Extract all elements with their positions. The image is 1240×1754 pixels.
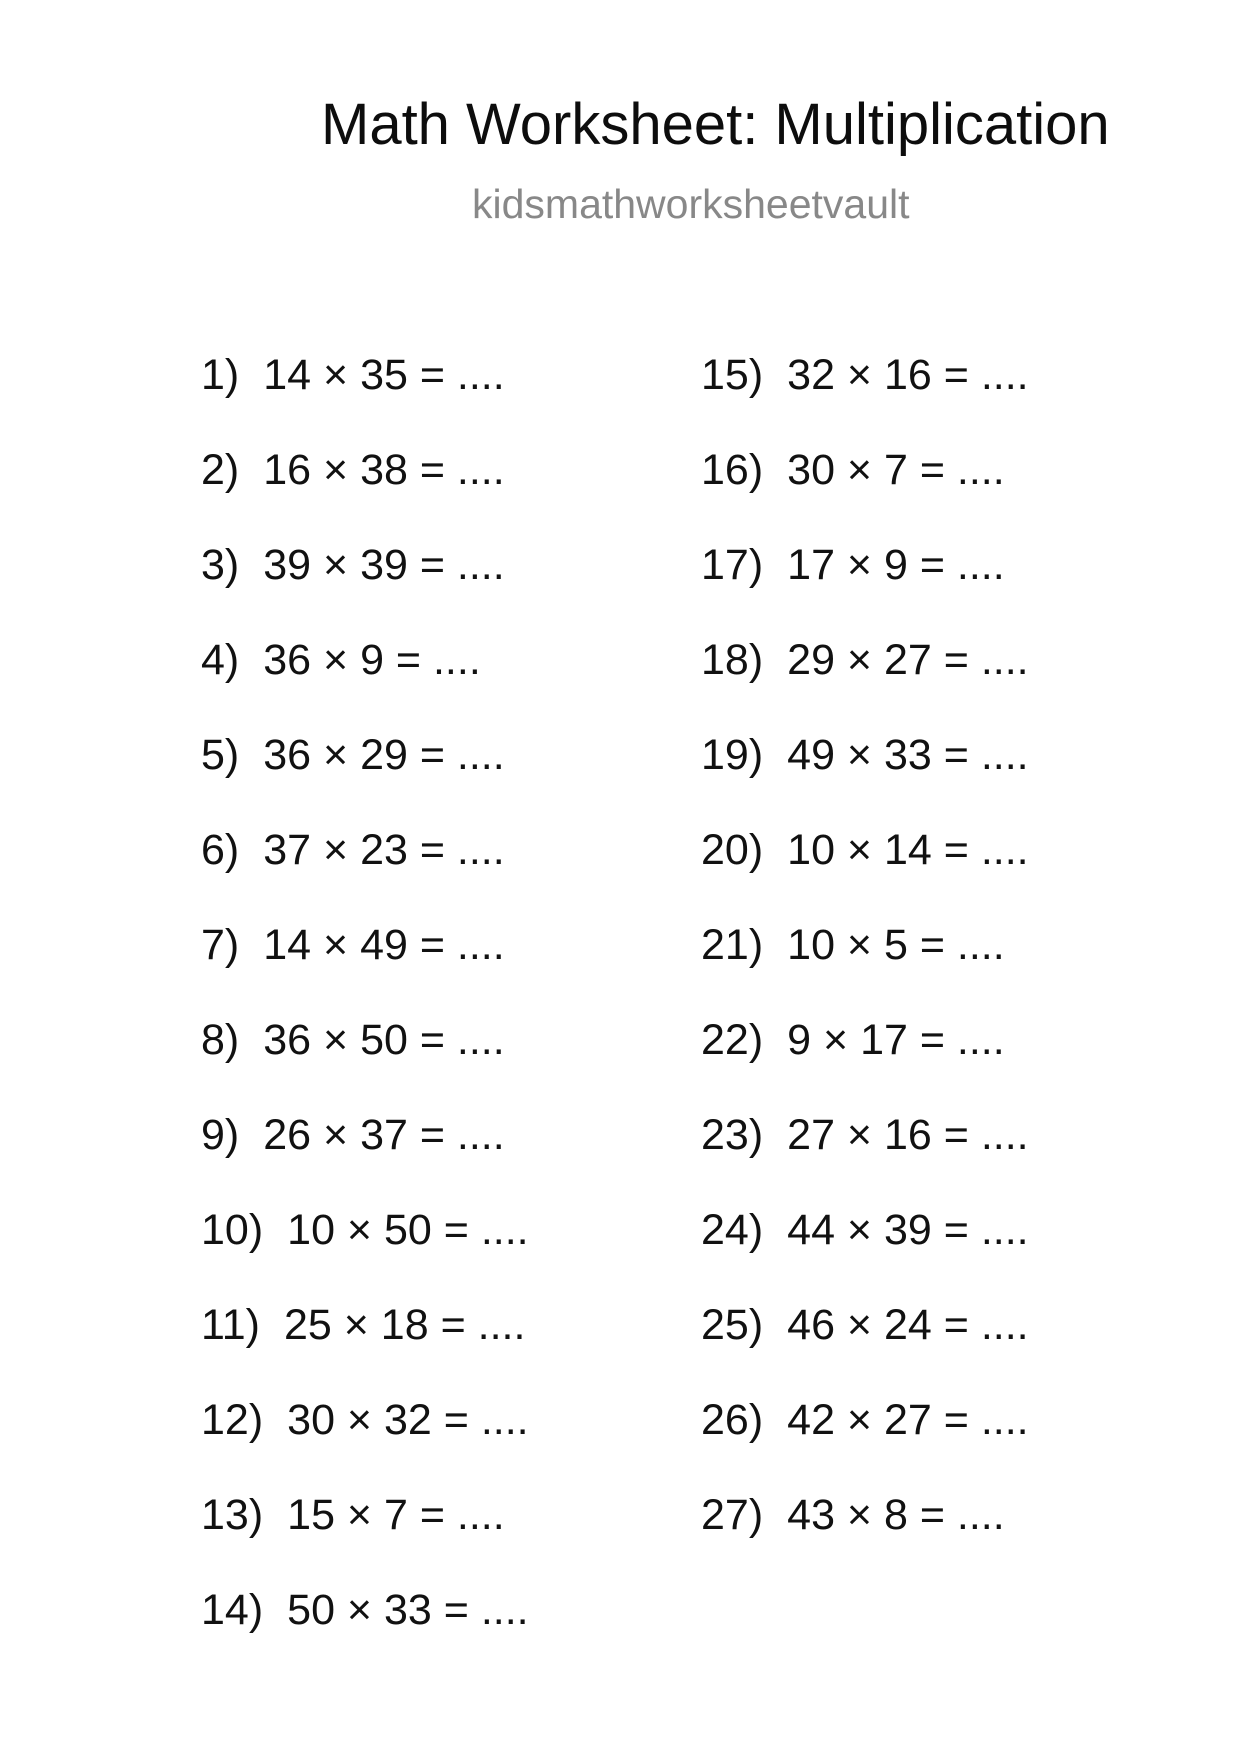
problem-expression: 44 × 39 = .... [787,1206,1029,1254]
problem-expression: 39 × 39 = .... [263,541,505,589]
problem-number: 5) [201,731,240,779]
problem-number: 9) [201,1111,240,1159]
problem-item [701,731,1029,779]
problem-item [201,1301,526,1349]
problem-number: 20) [701,826,764,874]
problem-item [201,351,505,399]
problem-item [701,1301,1029,1349]
problem-expression: 10 × 14 = .... [787,826,1029,874]
problem-expression: 36 × 50 = .... [263,1016,505,1064]
problem-expression: 10 × 50 = .... [287,1206,529,1254]
problem-number: 21) [701,921,764,969]
problem-item [201,541,505,589]
problem-expression: 14 × 35 = .... [263,351,505,399]
page-subtitle: kidsmathworksheetvault [472,181,910,227]
problem-expression: 9 × 17 = .... [787,1016,1005,1064]
problem-item [201,1491,505,1539]
problem-item [701,1016,1005,1064]
problem-number: 17) [701,541,764,589]
problem-expression: 50 × 33 = .... [287,1586,529,1634]
problem-item [201,1016,505,1064]
problem-number: 12) [201,1396,264,1444]
problem-expression: 36 × 9 = .... [263,636,481,684]
problem-number: 14) [201,1586,264,1634]
problem-number: 25) [701,1301,764,1349]
problem-expression: 36 × 29 = .... [263,731,505,779]
problem-item [201,731,505,779]
problem-expression: 32 × 16 = .... [787,351,1029,399]
problem-expression: 37 × 23 = .... [263,826,505,874]
problem-expression: 10 × 5 = .... [787,921,1005,969]
problem-expression: 29 × 27 = .... [787,636,1029,684]
problem-item [701,826,1029,874]
problem-expression: 27 × 16 = .... [787,1111,1029,1159]
problem-item [701,1491,1005,1539]
problem-number: 13) [201,1491,264,1539]
problem-item [201,1396,529,1444]
problem-number: 1) [201,351,240,399]
problem-expression: 30 × 32 = .... [287,1396,529,1444]
problem-item [201,1586,529,1634]
problem-number: 2) [201,446,240,494]
problem-item [701,636,1029,684]
problem-expression: 17 × 9 = .... [787,541,1005,589]
problem-expression: 16 × 38 = .... [263,446,505,494]
problem-item [701,1206,1029,1254]
problem-item [201,1206,529,1254]
problem-item [201,636,481,684]
problem-number: 15) [701,351,764,399]
problem-number: 8) [201,1016,240,1064]
problem-item [201,1111,505,1159]
problem-number: 11) [201,1301,260,1349]
problem-item [701,1111,1029,1159]
problem-number: 7) [201,921,240,969]
problem-item [201,921,505,969]
problem-item [701,921,1005,969]
problem-expression: 14 × 49 = .... [263,921,505,969]
problem-item [701,446,1005,494]
problem-number: 3) [201,541,240,589]
problem-item [701,1396,1029,1444]
problem-expression: 15 × 7 = .... [287,1491,505,1539]
problem-number: 23) [701,1111,764,1159]
problem-number: 6) [201,826,240,874]
problem-number: 16) [701,446,764,494]
problem-number: 22) [701,1016,764,1064]
problem-number: 18) [701,636,764,684]
problem-expression: 30 × 7 = .... [787,446,1005,494]
problem-number: 27) [701,1491,764,1539]
page-title: Math Worksheet: Multiplication [321,92,1110,157]
problem-expression: 43 × 8 = .... [787,1491,1005,1539]
problem-expression: 25 × 18 = .... [283,1301,526,1349]
problem-expression: 26 × 37 = .... [263,1111,505,1159]
problem-number: 19) [701,731,764,779]
problem-number: 4) [201,636,240,684]
problem-item [201,446,505,494]
problem-number: 26) [701,1396,764,1444]
problem-expression: 42 × 27 = .... [787,1396,1029,1444]
problem-item [701,351,1029,399]
problem-expression: 46 × 24 = .... [787,1301,1029,1349]
problem-item [201,826,505,874]
problem-item [701,541,1005,589]
problem-number: 10) [201,1206,264,1254]
problem-expression: 49 × 33 = .... [787,731,1029,779]
problem-number: 24) [701,1206,764,1254]
